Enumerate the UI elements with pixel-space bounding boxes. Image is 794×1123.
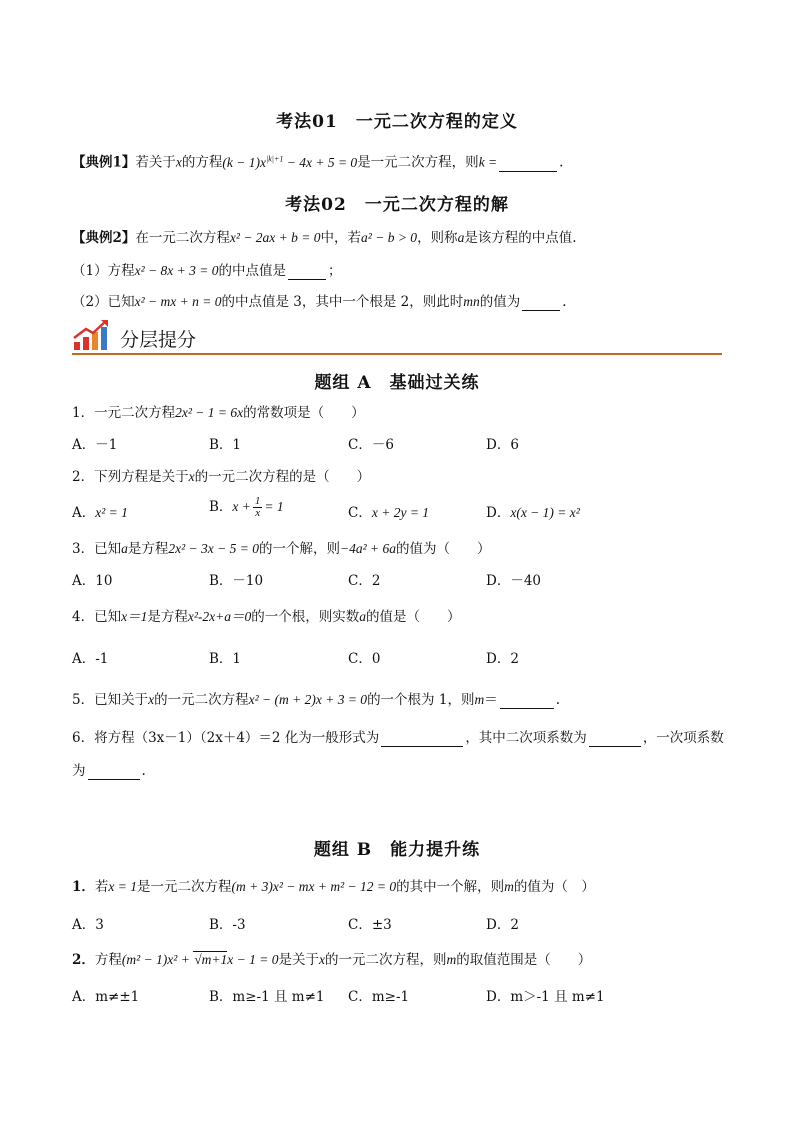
answer-blank[interactable] <box>589 728 641 747</box>
question-a6: 6．将方程（3x－1）（2x＋4）＝2 化为一般形式为 ，其中二次项系数为 ，一次项系数 <box>72 730 724 746</box>
answer-blank[interactable] <box>288 261 326 280</box>
question-a3: 3．已知a是方程2x² − 3x − 5 = 0的一个解，则−4a² + 6a的值为（ ） <box>72 541 491 557</box>
group-b-title: 题组 B 能力提升练 <box>313 840 481 860</box>
option-d[interactable]: D．2 <box>486 917 519 933</box>
answer-blank[interactable] <box>522 292 560 311</box>
question-a5: 5．已知关于x的一元二次方程x² − (m + 2)x + 3 = 0的一个根为 1，则m＝ . <box>72 692 560 708</box>
example-tag: 【典例2】 <box>72 230 136 246</box>
divider <box>72 353 722 355</box>
section-title-1: 考法01 一元二次方程的定义 <box>276 112 518 132</box>
example-2: 【典例2】在一元二次方程x² − 2ax + b = 0中，若a² − b > 0，则称a是该方程的中点值. <box>72 230 577 246</box>
group-a-title: 题组 A 基础过关练 <box>314 373 480 393</box>
option-b[interactable]: B．1 <box>209 437 242 453</box>
option-b[interactable]: B．-3 <box>209 917 246 933</box>
question-a4: 4．已知x＝1是方程x²-2x+a＝0的一个根，则实数a的值是（ ） <box>72 609 461 625</box>
option-b[interactable]: B．1 <box>209 651 242 667</box>
option-b[interactable]: B．x + $\frac{1}{x}$ = 1 <box>209 495 284 519</box>
bar-chart-icon <box>72 318 116 352</box>
sqrt-expression: √m+1 <box>194 952 228 967</box>
option-a[interactable]: A．x² = 1 <box>72 505 128 521</box>
question-a2: 2．下列方程是关于x的一元二次方程的是（ ） <box>72 469 371 485</box>
option-d[interactable]: D．x(x − 1) = x² <box>486 505 580 521</box>
option-a[interactable]: A．-1 <box>72 651 109 667</box>
option-c[interactable]: C．x + 2y = 1 <box>348 505 430 521</box>
option-b[interactable]: B．－10 <box>209 573 264 589</box>
option-d[interactable]: D．6 <box>486 437 519 453</box>
question-a6-line2: 为 . <box>72 763 146 779</box>
answer-blank[interactable] <box>499 153 557 172</box>
option-d[interactable]: D．m＞-1 且 m≠1 <box>486 989 605 1005</box>
option-d[interactable]: D．2 <box>486 651 519 667</box>
question-a1: 1．一元二次方程2x² − 1 = 6x的常数项是（ ） <box>72 405 365 421</box>
banner-title: 分层提分 <box>120 329 197 351</box>
example-2-q2: （2）已知x² − mx + n = 0的中点值是 3，其中一个根是 2，则此时mn的值为 . <box>72 294 567 310</box>
option-a[interactable]: A．10 <box>72 573 113 589</box>
answer-blank[interactable] <box>500 690 554 709</box>
answer-blank[interactable] <box>88 761 140 780</box>
example-1: 【典例1】若关于x的方程$(k - 1)x^{|k|+1} - 4x + 5 = 0$是一元二次方程，则k = . <box>72 154 564 171</box>
option-c[interactable]: C．m≥-1 <box>348 989 410 1005</box>
question-b1: 1．若x = 1是一元二次方程(m + 3)x² − mx + m² − 12 = 0的其中一个解，则m的值为（ ） <box>72 879 595 895</box>
example-2-q1: （1）方程x² − 8x + 3 = 0的中点值是 ； <box>72 263 342 279</box>
option-c[interactable]: C．－6 <box>348 437 394 453</box>
question-b2: 2．方程(m² − 1)x² + √m+1x − 1 = 0是关于x的一元二次方程，则m的取值范围是（ ） <box>72 952 592 968</box>
option-c[interactable]: C．2 <box>348 573 381 589</box>
option-d[interactable]: D．－40 <box>486 573 542 589</box>
option-a[interactable]: A．3 <box>72 917 104 933</box>
equation: $(k - 1)x^{|k|+1} - 4x + 5 = 0$ <box>222 154 358 170</box>
answer-blank[interactable] <box>381 728 463 747</box>
option-a[interactable]: A．－1 <box>72 437 118 453</box>
example-tag: 【典例1】 <box>72 154 136 171</box>
option-c[interactable]: C．±3 <box>348 917 392 933</box>
section-title-2: 考法02 一元二次方程的解 <box>285 195 509 215</box>
option-b[interactable]: B．m≥-1 且 m≠1 <box>209 989 325 1005</box>
option-a[interactable]: A．m≠±1 <box>72 989 140 1005</box>
option-c[interactable]: C．0 <box>348 651 381 667</box>
